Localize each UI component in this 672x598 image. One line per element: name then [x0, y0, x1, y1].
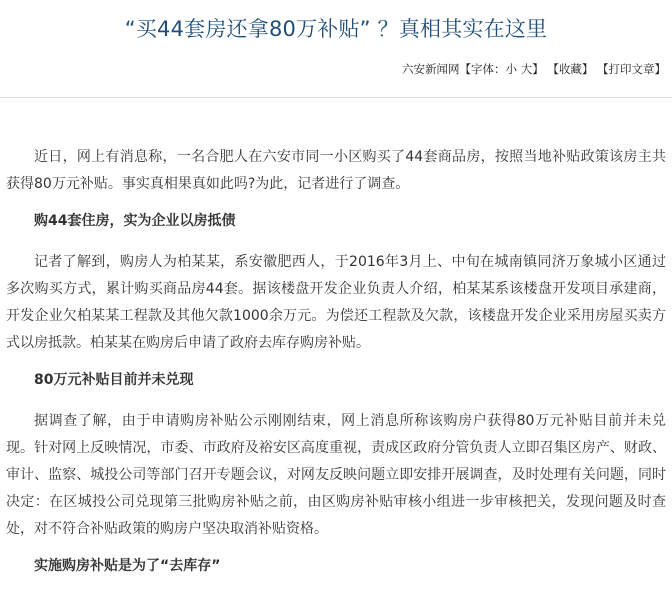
- article-meta-bar: [402, 60, 666, 78]
- paragraph: 据调查了解，由于申请购房补贴公示刚刚结束，网上消息所称该购房户获得80万元补贴目前并未兑现。针对网上反映情况，市委、市政府及裕安区高度重视，责成区政府分管负责人立即召集区房产、财政、审计、监察、城投公司等部门召开专题会议，对网友反映问题立即安排开展调查，及时处理有关问题，同时决定：在区城投公司兑现第三批购房补贴之前，由区购房补贴审核小组进一步审核把关，发现问题及时查处，对不符合补贴政策的购房户坚决取消补贴资格。: [6, 413, 666, 537]
- article-title: “买44套房还拿80万补贴” ？真相其实在这里: [124, 17, 548, 41]
- section-subheading: 购44套住房，实为企业以房抵债: [34, 213, 236, 229]
- section-subheading: 80万元补贴目前并未兑现: [34, 372, 194, 388]
- article-body: [6, 144, 666, 580]
- font-small-link[interactable]: 小: [505, 62, 518, 76]
- section-subheading: 实施购房补贴是为了“去库存”: [34, 558, 221, 574]
- font-large-link[interactable]: 大: [520, 62, 533, 76]
- font-size-label: 【字体：: [459, 62, 506, 76]
- paragraph: 记者了解到，购房人为柏某某，系安徽肥西人，于2016年3月上、中旬在城南镇同济万象城小区通过多次购买方式，累计购买商品房44套。据该楼盘开发企业负责人介绍，柏某某系该楼盘开发项目承建商，开发企业欠柏某某工程款及其他欠款1000余万元。为偿还工程款及欠款，该楼盘开发企业采用房屋买卖方式以房抵款。柏某某在购房后申请了政府去库存购房补贴。: [6, 254, 666, 351]
- header-divider: [0, 97, 672, 98]
- source-name: 六安新闻网: [402, 62, 460, 76]
- paragraph: 近日，网上有消息称，一名合肥人在六安市同一小区购买了44套商品房，按照当地补贴政策该房主共获得80万元补贴。事实真相果真如此吗?为此，记者进行了调查。: [6, 149, 666, 192]
- print-article-link[interactable]: 【打印文章】: [597, 62, 666, 76]
- font-size-close: 】: [532, 62, 544, 76]
- favorite-link[interactable]: 【收藏】: [547, 62, 594, 76]
